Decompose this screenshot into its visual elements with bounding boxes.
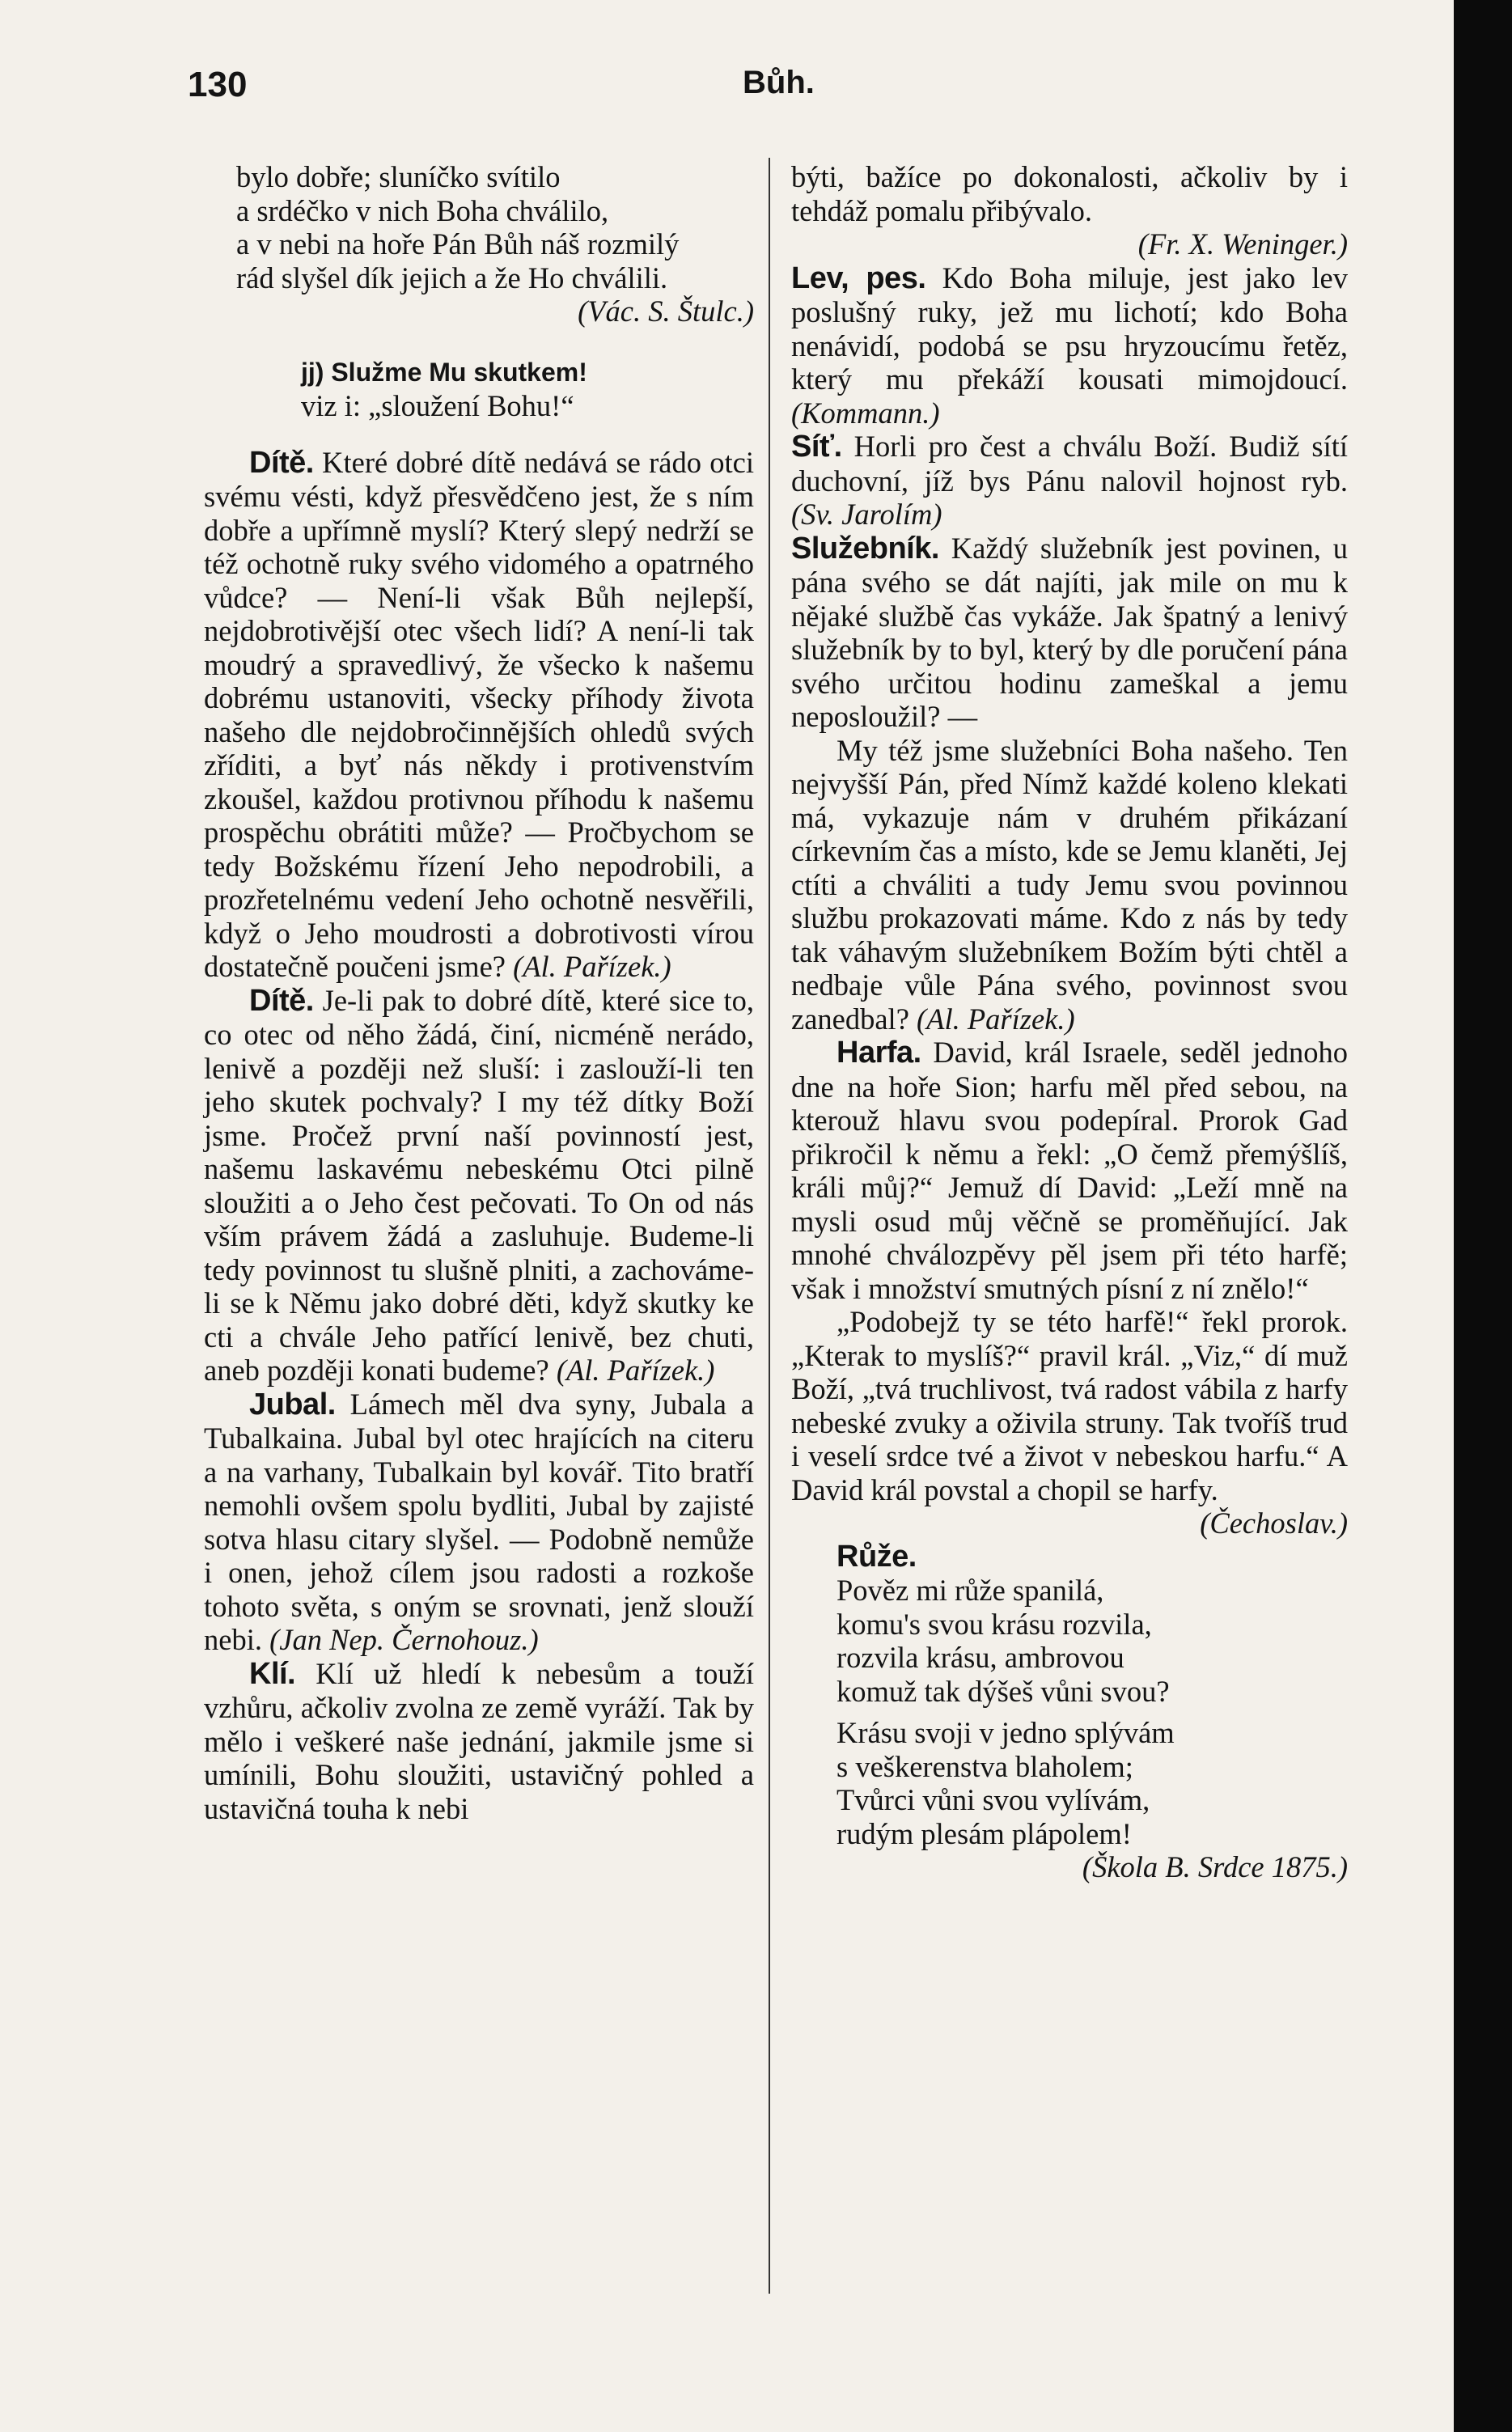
entry-head: Lev, pes. [791, 261, 926, 295]
entry-head: Jubal. [249, 1387, 336, 1421]
poem-line: s veškerenstva blaholem; [836, 1749, 1133, 1783]
entry-text: Je-li pak to dobré dítě, které sice to, co otec od něho žádá, činí, nicméně nerádo, lenivě a později než sluší: i zaslouží-li ten jeho skutek pochvaly? I my též dítky Boží jsme. Pročež první naší povinností jest, našemu laskavému nebeskému Otci pilně sloužiti a o Jeho čest pečovati. To On od nás vším právem žádá a zasluhuje. Budeme-li tedy povinnost tu slušně plniti, a zachováme-li se k Němu jako dobré děti, když skutky ke cti a chvále Jeho patřící lenivě, bez chuti, aneb později konati budeme? [204, 983, 755, 1387]
entry-source: (Al. Pařízek.) [556, 1354, 715, 1387]
poem-source: (Vác. S. Štulc.) [578, 294, 754, 328]
entry-kli [204, 1657, 754, 1826]
entry-text: býti, bažíce po dokonalosti, ačkoliv by i tehdáž pomalu přibývalo. [791, 160, 1348, 227]
right-column [791, 160, 1348, 1884]
entry-text: Klí už hledí k nebesům a touží vzhůru, ačkoliv zvolna ze země vyráží. Tak by mělo i veškeré naše jednání, jakmile jsme si umínili, Bohu sloužiti, ustavičný pohled a ustavičná touha k nebi [204, 1656, 754, 1825]
poem-line: komuž tak dýšeš vůni svou? [836, 1674, 1170, 1708]
poem-line: Krásu svoji v jedno splývám [836, 1716, 1175, 1749]
entry-text: David, král Israele, seděl jednoho dne na hoře Sion; harfu měl před sebou, na kterouž hlavu svou podepíral. Prorok Gad přikročil k němu a řekl: „O čemž přemýšlíš, králi můj?“ Jemuž dí David: „Leží mně na mysli osud můj věčně se proměňující. Jak mnohé chválozpěvy pěl jsem při této harfě; však i množství smutných písní z ní znělo!“ [791, 1036, 1349, 1305]
entry-dite-1 [204, 446, 754, 984]
entry-jubal [204, 1388, 754, 1657]
poem-tail [204, 160, 754, 328]
column-divider [769, 158, 770, 2294]
entry-source: (Al. Pařízek.) [917, 1002, 1075, 1036]
poem-line: Pověz mi růže spanilá, [836, 1574, 1104, 1607]
entry-text: Kdo Boha miluje, jest jako lev poslušný ruky, jež mu lichotí; kdo Boha nenávidí, podobá se psu hryzoucímu řetěz, který mu překáží kousati mimojdoucí. [791, 261, 1348, 396]
page-header [0, 65, 1454, 121]
entry-sit [791, 430, 1348, 532]
entry-continuation [791, 160, 1348, 261]
entry-head: Dítě. [249, 445, 314, 480]
entry-harfa-cont [791, 1305, 1348, 1540]
entry-text: Které dobré dítě nedává se rádo otci svému vésti, když přesvědčeno jest, že s ním dobře a upřímně myslí? Který slepý nedrží se též ochotně ruky svého vidomého a opatrného vůdce? — Není-li však Bůh nejlepší, nejdobrotivější otec všech lidí? A není-li tak moudrý a spravedlivý, že všecko k našemu dobrému ustanoviti, všecky příhody života našeho dle nejdobročinnějších ohledů svých zříditi, a byť nás někdy i protivenstvím zkoušel, každou protivnou příhodu k našemu prospěchu obrátiti může? — Pročbychom se tedy Božskému řízení Jeho nepodrobili, a prozřetelnému vedení Jeho ochotně nesvěřili, když o Jeho moudrosti a dobrotivosti vírou dostatečně poučeni jsme? [204, 445, 754, 983]
entry-harfa [791, 1036, 1348, 1305]
entry-ruze [791, 1540, 1348, 1884]
entry-sluzebnik [791, 532, 1348, 734]
poem-line: a srdéčko v nich Boha chválilo, [236, 193, 609, 227]
entry-head: Síť. [791, 430, 842, 464]
section-heading [204, 356, 754, 423]
entry-source: (Kommann.) [791, 396, 940, 430]
entry-text: My též jsme služebníci Boha našeho. Ten nejvyšší Pán, před Nímž každé koleno klekati má, vykazuje nám v druhém přikázaní církevním čas a místo, kde se Jemu klaněti, Jej ctíti a chváliti a tudy Jemu svou povinnou službu prokazovati máme. Kdo z nás by tedy tak váhavým služebníkem Božím býti chtěl a nedbaje vůle Pána svého, povinnost svou zanedbal? [791, 733, 1348, 1036]
poem-line: bylo dobře; sluníčko svítilo [236, 160, 561, 193]
entry-head: Harfa. [836, 1036, 921, 1070]
entry-source: (Škola B. Srdce 1875.) [1082, 1850, 1348, 1883]
poem-line: rád slyšel dík jejich a že Ho chválili. [236, 261, 668, 294]
poem-line: a v nebi na hoře Pán Bůh náš rozmilý [236, 227, 680, 261]
entry-head: Služebník. [791, 531, 939, 566]
entry-source: (Jan Nep. Černohouz.) [269, 1623, 539, 1656]
page-number: 130 [188, 65, 248, 104]
entry-text: „Podobejž ty se této harfě!“ řekl prorok. „Kterak to myslíš?“ pravil král. „Viz,“ dí muž Boží, „tvá truchlivost, tvá radost vábila z harfy nebeské zvuky a oživila struny. Tak tvoříš trud i veselí srdce tvé a život v nebeskou harfu.“ A David král povstal a chopil se harfy. [791, 1305, 1348, 1506]
entry-text: Horli pro čest a chválu Boží. Budiž sítí duchovní, jíž bys Pánu nalovil hojnost ryb. [791, 430, 1348, 498]
poem-line: Tvůrci vůni svou vylívám, [836, 1783, 1150, 1816]
poem-line: rozvila krásu, ambrovou [836, 1641, 1124, 1674]
entry-sluzebnik-cont [791, 734, 1348, 1036]
entry-head: Růže. [836, 1539, 917, 1574]
entry-text: Lámech měl dva syny, Jubala a Tubalkaina. Jubal byl otec hrajících na citeru a na varhany, Tubalkain byl kovář. Tito bratří nemohli ovšem spolu bydliti, Jubal by zajisté sotva hlasu citary slyšel. — Podobně nemůže i onen, jehož cílem jsou radosti a rozkoše tohoto světa, s oným se srovnati, jenž slouží nebi. [204, 1387, 754, 1656]
entry-head: Klí. [249, 1656, 296, 1691]
section-ref: viz i: „sloužení Bohu!“ [301, 389, 574, 422]
entry-text: Každý služebník jest povinen, u pána svého se dát najíti, jak mile on mu k nějaké službě čas vykáže. Jak špatný a lenivý služebník by to byl, který by dle poručení pána svého určitou hodinu zameškal a jemu neposloužil? — [791, 531, 1348, 733]
left-column [204, 160, 754, 1825]
entry-source: (Al. Pařízek.) [513, 950, 671, 983]
entry-lev-pes [791, 261, 1348, 430]
poem-line: komu's svou krásu rozvila, [836, 1607, 1152, 1641]
entry-source: (Čechoslav.) [1200, 1506, 1348, 1540]
entry-dite-2 [204, 984, 754, 1388]
poem-line: rudým plesám plápolem! [836, 1816, 1132, 1850]
section-title: jj) Služme Mu skutkem! [301, 357, 587, 387]
entry-source: (Sv. Jarolím) [791, 498, 942, 531]
running-title: Bůh. [743, 65, 815, 100]
page-edge [1454, 0, 1512, 2432]
entry-source: (Fr. X. Weninger.) [1137, 227, 1348, 261]
entry-head: Dítě. [249, 983, 314, 1018]
